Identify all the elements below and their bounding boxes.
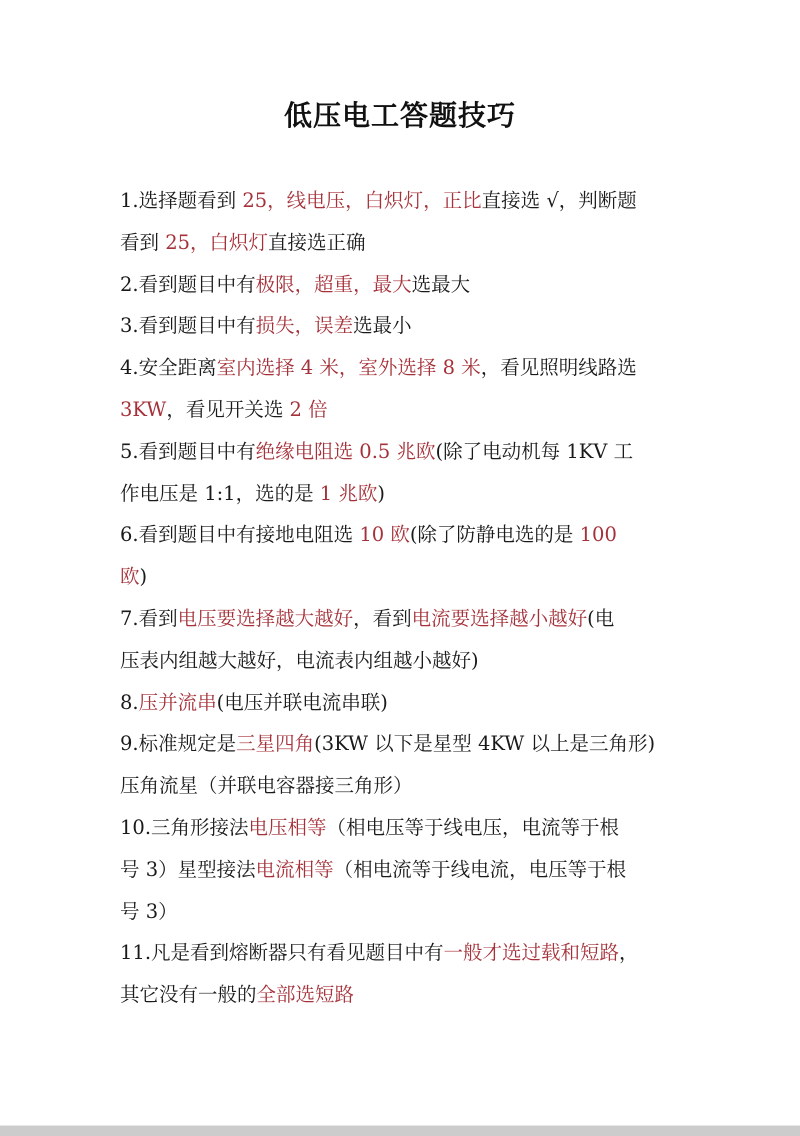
body-text: 3.看到题目中有	[120, 314, 256, 338]
highlighted-text: 绝缘电阻选 0.5 兆欧	[255, 439, 436, 463]
body-text: 7.看到	[120, 606, 178, 630]
text-line	[120, 723, 685, 765]
text-line	[120, 473, 685, 515]
text-line	[120, 807, 685, 849]
body-text: 看到	[120, 230, 166, 254]
text-line	[120, 514, 685, 556]
highlighted-text: 电压相等	[248, 815, 327, 839]
highlighted-text: 欧	[120, 565, 140, 589]
highlighted-text: 损失，误差	[255, 314, 354, 338]
text-line	[120, 891, 685, 933]
body-text: ，看见照明线路选	[480, 356, 637, 380]
text-line	[120, 765, 685, 807]
body-text: (除了防静电选的是	[409, 523, 580, 547]
body-text: (电压并联电流串联)	[216, 690, 388, 714]
body-text: 作电压是 1:1，选的是	[120, 481, 320, 505]
text-line	[120, 682, 685, 724]
body-text: 选最小	[353, 314, 412, 338]
body-text: 1.选择题看到	[120, 189, 243, 212]
body-text: )	[377, 481, 385, 505]
body-text: 直接选正确	[268, 230, 366, 254]
body-text: 9.标准规定是	[120, 732, 237, 756]
text-line	[120, 180, 685, 222]
text-line	[120, 640, 685, 682]
text-line	[120, 305, 685, 347]
text-line	[120, 222, 685, 264]
text-line	[120, 598, 685, 640]
body-text: (除了电动机每 1KV 工	[435, 439, 634, 463]
text-line	[120, 849, 685, 891]
body-text: 4.安全距离	[120, 356, 217, 380]
body-text: 号 3）星型接法	[120, 857, 256, 881]
body-text: ，看见开关选	[166, 397, 290, 421]
body-text: （相电流等于线电流，电压等于根	[333, 857, 627, 881]
highlighted-text: 压并流串	[138, 690, 217, 714]
body-text: 2.看到题目中有	[120, 272, 256, 296]
body-text: 其它没有一般的	[120, 983, 257, 1007]
text-line	[120, 264, 685, 306]
body-text: ，看到	[353, 606, 412, 630]
body-text: 压角流星（并联电容器接三角形）	[120, 774, 413, 798]
body-text: （相电压等于线电压，电流等于根	[326, 815, 620, 839]
body-text: ，	[619, 941, 639, 965]
body-text: 8.	[120, 690, 139, 714]
highlighted-text: 室内选择 4 米，室外选择 8 米	[216, 356, 481, 380]
highlighted-text: 3KW	[120, 397, 167, 421]
body-text: 10.三角形接法	[120, 815, 249, 839]
text-line	[120, 347, 685, 389]
body-text: )	[139, 565, 148, 589]
body-text: (电	[587, 606, 615, 630]
highlighted-text: 25，线电压，白炽灯，正比	[242, 189, 482, 212]
text-line	[120, 389, 685, 431]
highlighted-text: 全部选短路	[256, 983, 355, 1007]
body-text: 11.凡是看到熔断器只有看见题目中有	[120, 941, 444, 965]
highlighted-text: 电压要选择越大越好	[177, 606, 354, 630]
highlighted-text: 10 欧	[359, 523, 410, 547]
highlighted-text: 2 倍	[289, 397, 328, 421]
body-text: 直接选 √，判断题	[481, 189, 637, 212]
document-title: 低压电工答题技巧	[283, 99, 516, 132]
text-line	[120, 431, 685, 473]
body-text: (3KW 以下是星型 4KW 以上是三角形)	[314, 732, 656, 756]
highlighted-text: 三星四角	[236, 732, 315, 756]
text-line	[120, 932, 685, 974]
text-line	[120, 974, 685, 1016]
highlighted-text: 一般才选过载和短路	[443, 941, 620, 965]
body-text: 号 3）	[120, 899, 178, 923]
highlighted-text: 极限，超重，最大	[255, 272, 412, 296]
body-text: 6.看到题目中有接地电阻选	[120, 523, 360, 547]
highlighted-text: 电流要选择越小越好	[411, 606, 588, 630]
body-text: 选最大	[411, 272, 471, 296]
text-line	[120, 556, 685, 598]
body-text: 5.看到题目中有	[120, 439, 256, 463]
body-text: 压表内组越大越好，电流表内组越小越好)	[120, 648, 479, 672]
bottom-scrollbar[interactable]	[0, 1125, 800, 1136]
highlighted-text: 电流相等	[255, 857, 334, 881]
highlighted-text: 1 兆欧	[319, 481, 378, 505]
tips-list	[120, 180, 685, 1016]
highlighted-text: 25，白炽灯	[165, 230, 269, 254]
highlighted-text: 100	[579, 523, 617, 547]
